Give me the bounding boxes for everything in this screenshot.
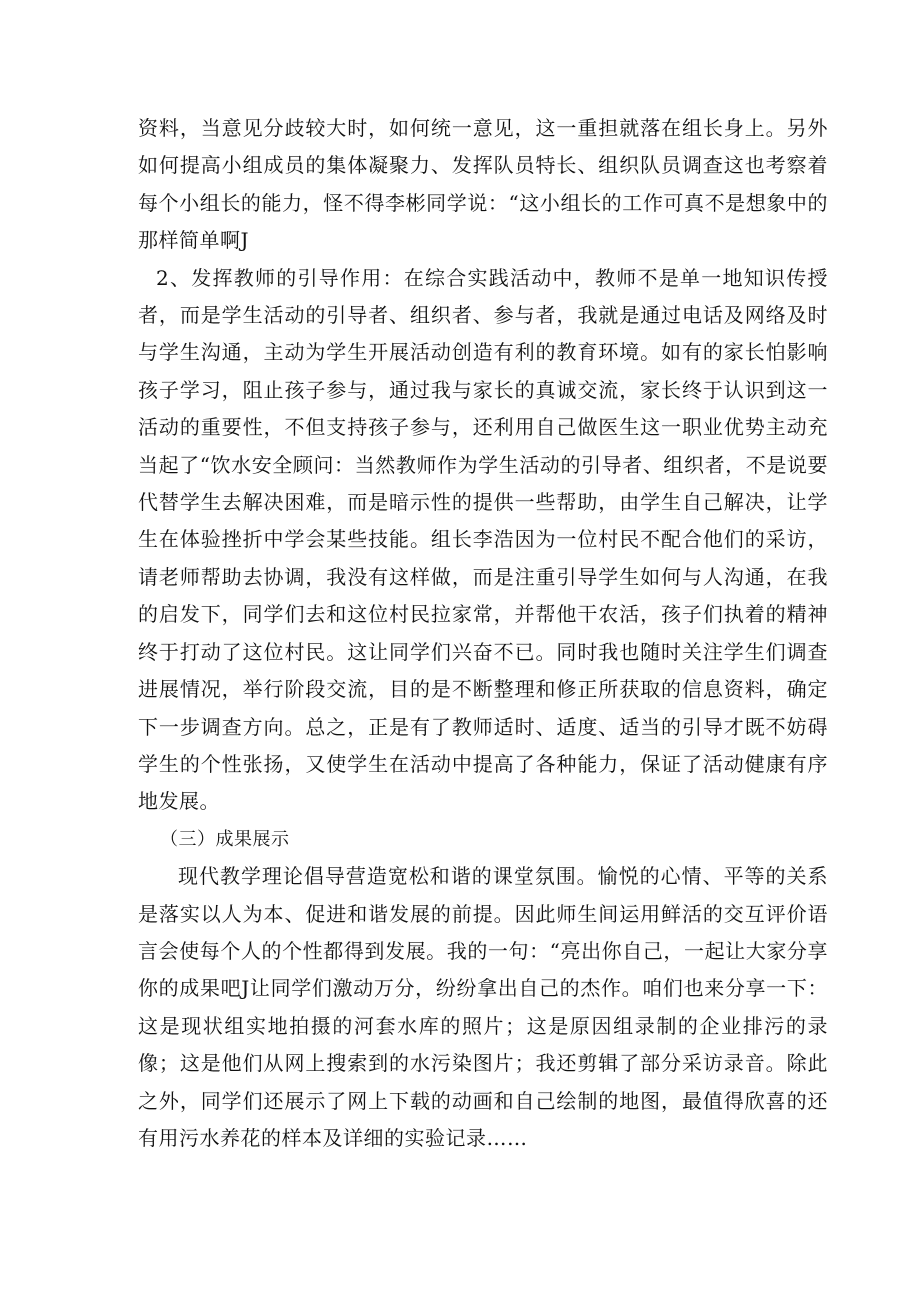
section-heading-results: （三）成果展示	[160, 828, 290, 850]
paragraph-results-display: 现代教学理论倡导营造宽松和谐的课堂氛围。愉悦的心情、平等的关系是落实以人为本、促进和谐发展的前提。因此师生间运用鲜活的交互评价语言会使每个人的个性都得到发展。我的一句：“亮出你自己，一起让大家分享你的成果吧J让同学们激动万分，纷纷拿出自己的杰作。咱们也来分享一下：这是现状组实地拍摄的河套水库的照片；这是原因组录制的企业排污的录像；这是他们从网上搜索到的水污染图片；我还剪辑了部分采访录音。除此之外，同学们还展示了网上下载的动画和自己绘制的地图，最值得欣喜的还有用污水养花的样本及详细的实验记录……	[138, 864, 828, 1150]
paragraph-teacher-guidance: 2、发挥教师的引导作用：在综合实践活动中，教师不是单一地知识传授者，而是学生活动的引导者、组织者、参与者，我就是通过电话及网络及时与学生沟通，主动为学生开展活动创造有利的教育环境。如有的家长怕影响孩子学习，阻止孩子参与，通过我与家长的真诚交流，家长终于认识到这一活动的重要性，不但支持孩子参与，还利用自己做医生这一职业优势主动充当起了“饮水安全顾问：当然教师作为学生活动的引导者、组织者，不是说要代替学生去解决困难，而是暗示性的提供一些帮助，由学生自己解决，让学生在体验挫折中学会某些技能。组长李浩因为一位村民不配合他们的采访，请老师帮助去协调，我没有这样做，而是注重引导学生如何与人沟通，在我的启发下，同学们去和这位村民拉家常，并帮他干农活，孩子们执着的精神终于打动了这位村民。这让同学们兴奋不已。同时我也随时关注学生们调查进展情况，举行阶段交流，目的是不断整理和修正所获取的信息资料，确定下一步调查方向。总之，正是有了教师适时、适度、适当的引导才既不妨碍学生的个性张扬，又使学生在活动中提高了各种能力，保证了活动健康有序地发展。	[138, 265, 828, 814]
paragraph-group-leader: 资料，当意见分歧较大时，如何统一意见，这一重担就落在组长身上。另外如何提高小组成员的集体凝聚力、发挥队员特长、组织队员调查这也考察着每个小组长的能力，怪不得李彬同学说：“这小组长的工作可真不是想象中的那样简单啊J	[138, 116, 828, 253]
document-page	[138, 110, 828, 1157]
